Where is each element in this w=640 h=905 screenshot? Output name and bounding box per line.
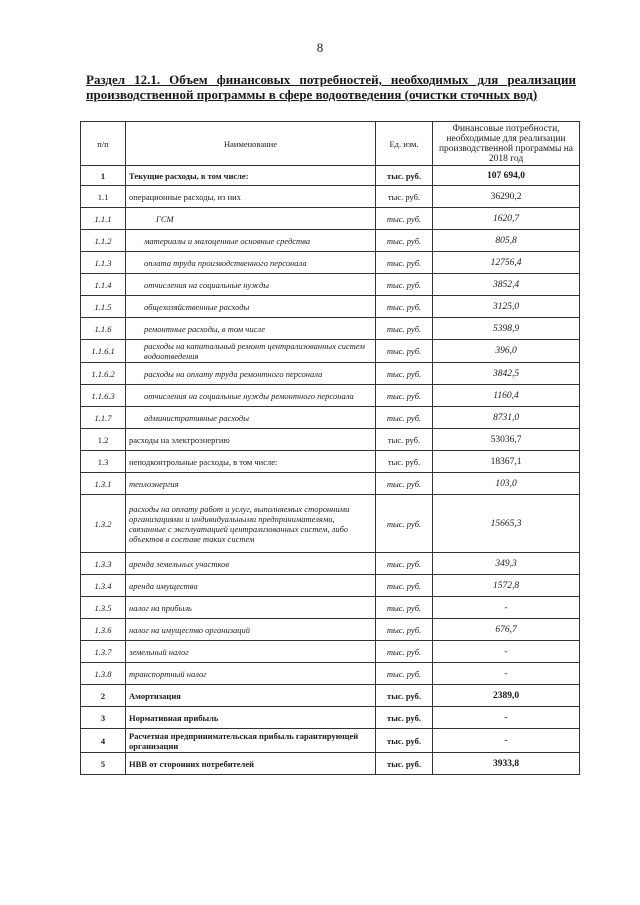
table-row (81, 340, 580, 363)
header-name: Наименование (126, 122, 376, 166)
row-number: 3 (81, 707, 126, 729)
row-number: 1.1.3 (81, 252, 126, 274)
table-row (81, 685, 580, 707)
row-unit: тыс. руб. (376, 597, 433, 619)
table-row (81, 186, 580, 208)
header-value: Финансовые потребности, необходимые для реализации производственной программы на 2018 год (433, 122, 580, 166)
row-value: 3842,5 (433, 363, 580, 385)
row-name: расходы на капитальный ремонт централизованных систем водоотведения (126, 340, 376, 363)
table-row (81, 407, 580, 429)
row-unit: тыс. руб. (376, 318, 433, 340)
row-name: расходы на оплату работ и услуг, выполняемых сторонними организациями и индивидуальными предпринимателями, связанные с эксплуатацией централизованных систем, либо объектов в составе таких систем (126, 495, 376, 553)
header-unit: Ед. изм. (376, 122, 433, 166)
table-row (81, 252, 580, 274)
row-value: 3125,0 (433, 296, 580, 318)
row-unit: тыс. руб. (376, 407, 433, 429)
row-unit: тыс. руб. (376, 166, 433, 186)
row-name: Нормативная прибыль (126, 707, 376, 729)
row-value: 103,0 (433, 473, 580, 495)
row-unit: тыс. руб. (376, 296, 433, 318)
row-value: 8731,0 (433, 407, 580, 429)
row-name: земельный налог (126, 641, 376, 663)
row-name: отчисления на социальные нужды ремонтного персонала (126, 385, 376, 407)
row-value: - (433, 729, 580, 753)
row-number: 1.3.8 (81, 663, 126, 685)
row-number: 1.1.7 (81, 407, 126, 429)
table-row (81, 619, 580, 641)
row-name: Текущие расходы, в том числе: (126, 166, 376, 186)
row-unit: тыс. руб. (376, 663, 433, 685)
row-number: 1.3.4 (81, 575, 126, 597)
row-unit: тыс. руб. (376, 208, 433, 230)
row-value: - (433, 641, 580, 663)
financial-needs-table (80, 121, 580, 775)
row-value: 805,8 (433, 230, 580, 252)
table-row (81, 208, 580, 230)
table-row (81, 729, 580, 753)
table-row (81, 575, 580, 597)
row-name: операционные расходы, из них (126, 186, 376, 208)
section-heading (86, 72, 576, 102)
page-number: 8 (316, 40, 324, 55)
table-row (81, 296, 580, 318)
table-header-row (81, 122, 580, 166)
row-number: 1.3.5 (81, 597, 126, 619)
table-row (81, 495, 580, 553)
table-row (81, 451, 580, 473)
row-number: 1.1 (81, 186, 126, 208)
row-name: оплата труда производственного персонала (126, 252, 376, 274)
row-number: 1.1.4 (81, 274, 126, 296)
row-number: 1.1.6.1 (81, 340, 126, 363)
row-unit: тыс. руб. (376, 729, 433, 753)
row-value: - (433, 597, 580, 619)
row-name: налог на прибыль (126, 597, 376, 619)
row-unit: тыс. руб. (376, 707, 433, 729)
section-heading-text: Раздел 12.1. Объем финансовых потребностей, необходимых для реализации производственной программы в сфере водоотведения (очистки сточных вод) (86, 72, 576, 102)
row-value: 3933,8 (433, 753, 580, 775)
row-unit: тыс. руб. (376, 641, 433, 663)
row-value: 3852,4 (433, 274, 580, 296)
table-row (81, 663, 580, 685)
row-number: 1.3 (81, 451, 126, 473)
row-unit: тыс. руб. (376, 753, 433, 775)
row-value: 53036,7 (433, 429, 580, 451)
table-row (81, 473, 580, 495)
row-name: Расчетная предпринимательская прибыль гарантирующей организации (126, 729, 376, 753)
row-name: неподконтрольные расходы, в том числе: (126, 451, 376, 473)
row-unit: тыс. руб. (376, 473, 433, 495)
row-value: 107 694,0 (433, 166, 580, 186)
row-unit: тыс. руб. (376, 274, 433, 296)
row-number: 1.2 (81, 429, 126, 451)
table-body (81, 166, 580, 775)
row-name: ГСМ (126, 208, 376, 230)
row-value: 18367,1 (433, 451, 580, 473)
row-number: 1.1.2 (81, 230, 126, 252)
row-number: 1.3.3 (81, 553, 126, 575)
row-number: 4 (81, 729, 126, 753)
row-name: материалы и малоценные основные средства (126, 230, 376, 252)
row-unit: тыс. руб. (376, 186, 433, 208)
table-row (81, 641, 580, 663)
row-unit: тыс. руб. (376, 685, 433, 707)
row-value: 12756,4 (433, 252, 580, 274)
row-number: 1.1.6.3 (81, 385, 126, 407)
row-name: налог на имущество организаций (126, 619, 376, 641)
table-row (81, 166, 580, 186)
table-row (81, 230, 580, 252)
row-unit: тыс. руб. (376, 385, 433, 407)
row-value: 349,3 (433, 553, 580, 575)
row-number: 1.3.1 (81, 473, 126, 495)
row-number: 1.3.7 (81, 641, 126, 663)
row-value: 5398,9 (433, 318, 580, 340)
row-value: 676,7 (433, 619, 580, 641)
row-number: 1.3.6 (81, 619, 126, 641)
row-unit: тыс. руб. (376, 252, 433, 274)
table-row (81, 597, 580, 619)
row-number: 1.1.5 (81, 296, 126, 318)
row-value: 2389,0 (433, 685, 580, 707)
row-name: аренда имущества (126, 575, 376, 597)
header-num: п/п (81, 122, 126, 166)
row-name: Амортизация (126, 685, 376, 707)
row-unit: тыс. руб. (376, 451, 433, 473)
row-name: теплоэнергия (126, 473, 376, 495)
row-value: 1160,4 (433, 385, 580, 407)
row-number: 1.1.6.2 (81, 363, 126, 385)
row-name: транспортный налог (126, 663, 376, 685)
row-number: 5 (81, 753, 126, 775)
row-unit: тыс. руб. (376, 495, 433, 553)
row-name: общехозяйственные расходы (126, 296, 376, 318)
row-value: - (433, 663, 580, 685)
row-unit: тыс. руб. (376, 363, 433, 385)
row-number: 2 (81, 685, 126, 707)
row-value: 1620,7 (433, 208, 580, 230)
row-name: расходы на электроэнергию (126, 429, 376, 451)
row-unit: тыс. руб. (376, 619, 433, 641)
table-row (81, 385, 580, 407)
row-unit: тыс. руб. (376, 230, 433, 252)
table-row (81, 707, 580, 729)
row-unit: тыс. руб. (376, 553, 433, 575)
row-unit: тыс. руб. (376, 340, 433, 363)
table-row (81, 429, 580, 451)
table-row (81, 363, 580, 385)
row-number: 1.1.6 (81, 318, 126, 340)
row-name: расходы на оплату труда ремонтного персонала (126, 363, 376, 385)
row-value: 396,0 (433, 340, 580, 363)
table-row (81, 753, 580, 775)
table-row (81, 553, 580, 575)
row-unit: тыс. руб. (376, 429, 433, 451)
row-name: аренда земельных участков (126, 553, 376, 575)
row-value: 36290,2 (433, 186, 580, 208)
row-number: 1.1.1 (81, 208, 126, 230)
row-value: - (433, 707, 580, 729)
row-unit: тыс. руб. (376, 575, 433, 597)
row-value: 1572,8 (433, 575, 580, 597)
table-row (81, 274, 580, 296)
row-value: 15665,3 (433, 495, 580, 553)
table-row (81, 318, 580, 340)
row-name: административные расходы (126, 407, 376, 429)
row-number: 1.3.2 (81, 495, 126, 553)
row-name: ремонтные расходы, в том числе (126, 318, 376, 340)
row-number: 1 (81, 166, 126, 186)
row-name: НВВ от сторонних потребителей (126, 753, 376, 775)
row-name: отчисления на социальные нужды (126, 274, 376, 296)
